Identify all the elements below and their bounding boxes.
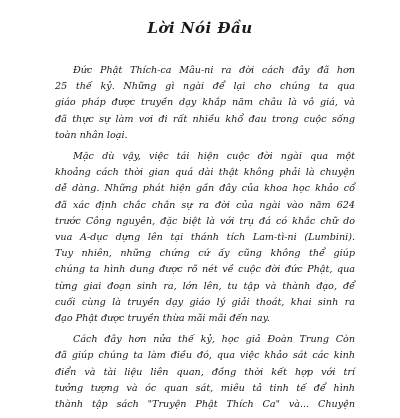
text-line: từng giai đoạn sinh ra, lớn lên, tu tập và thành đạo, để xyxy=(55,280,355,292)
text-line: cuối cùng là truyền dạy giáo lý giải thoát, khai sinh ra xyxy=(55,296,355,308)
text-line: Cách đây hơn nửa thế kỷ, học giả Đoàn Trung Còn xyxy=(73,334,355,346)
paragraph-3 xyxy=(55,332,355,413)
text-line: khoảng cách thời gian quá dài thật không phải là chuyện xyxy=(55,167,355,179)
body-text xyxy=(55,63,355,418)
text-line: đã thực sự làm vơi đi rất nhiều khổ đau trong cuộc sống xyxy=(55,113,355,125)
text-line: chúng ta hình dung được rõ nét về cuộc đời đức Phật, qua xyxy=(55,264,355,276)
page-title: Lời Nói Đầu xyxy=(147,19,253,37)
text-line: Tuy nhiên, những chứng cứ ấy cũng không thể giúp xyxy=(55,248,355,260)
text-line: Đức Phật Thích-ca Mâu-ni ra đời cách đây đã hơn xyxy=(73,65,355,76)
text-line: toàn nhân loại. xyxy=(55,129,128,141)
text-line: thành tập sách "Truyện Phật Thích Ca" và... Chuyện xyxy=(55,399,355,411)
text-line: tưởng tượng và óc quan sát, miêu tả tinh tế để hình xyxy=(55,382,355,394)
text-line: đạo Phật được truyền thừa mãi mãi đến nay. xyxy=(55,313,270,325)
paragraph-2 xyxy=(55,149,355,327)
text-line: trước Công nguyên, đặc biệt là với trụ đá có khắc chữ do xyxy=(55,215,355,227)
text-line: dễ dàng. Những phát hiện gần đây của khoa học khảo cổ xyxy=(55,183,355,195)
text-line: đã giúp chúng ta làm điều đó, qua việc khảo sát các kinh xyxy=(55,350,355,362)
text-line: vua A-dục dựng lên tại thánh tích Lam-tì-ni (Lumbini). xyxy=(55,232,355,244)
text-line: 25 thế kỷ. Những gì ngài để lại cho chúng ta qua xyxy=(55,81,355,93)
text-line: điển và tài liệu liên quan, đồng thời kết hợp với trí xyxy=(55,366,355,378)
text-line: Mặc dù vậy, việc tái hiện cuộc đời ngài qua một xyxy=(73,151,355,163)
paragraph-1 xyxy=(55,63,355,144)
text-line: đã xác định chắc chắn sự ra đời của ngài vào năm 624 xyxy=(55,199,355,211)
text-line: giáo pháp được truyền dạy khắp năm châu là vô giá, và xyxy=(55,97,355,109)
